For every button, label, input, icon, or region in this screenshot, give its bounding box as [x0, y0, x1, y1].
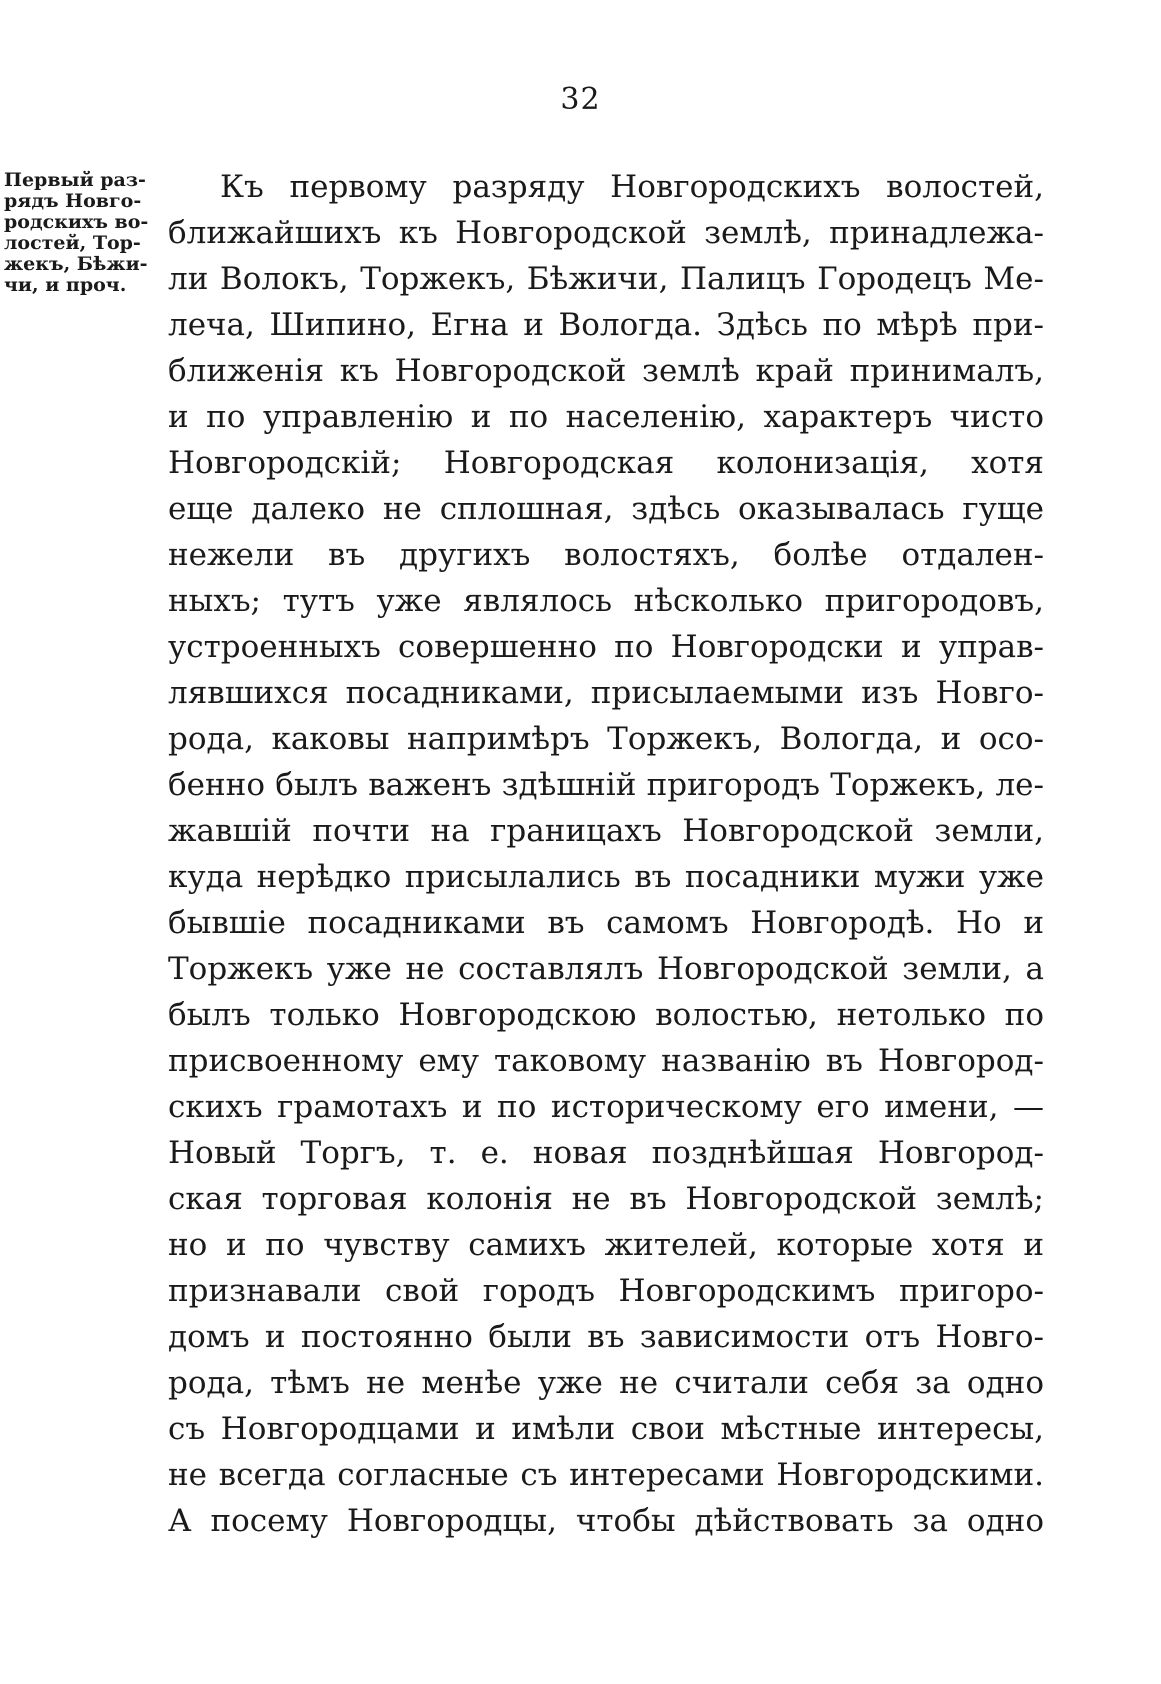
text-line: ближенія къ Новгородской землѣ край принималъ,: [168, 353, 1044, 389]
text-line: ближайшихъ къ Новгородской землѣ, принадлежа-: [168, 215, 1044, 251]
margin-note-line: Первый раз-: [4, 169, 146, 191]
text-line: ныхъ; тутъ уже являлось нѣсколько пригородовъ,: [168, 583, 1044, 619]
margin-note-line: жекъ, Бѣжи-: [4, 253, 148, 275]
text-line: ская торговая колонія не въ Новгородской землѣ;: [168, 1181, 1044, 1217]
text-line: былъ только Новгородскою волостью, нетолько по: [168, 997, 1044, 1033]
text-line: домъ и постоянно были въ зависимости отъ Новго-: [168, 1319, 1044, 1355]
text-line: еще далеко не сплошная, здѣсь оказывалась гуще: [168, 491, 1044, 527]
text-line: и по управленію и по населенію, характеръ чисто: [168, 399, 1044, 435]
text-line: признавали свой городъ Новгородскимъ пригоро-: [168, 1273, 1044, 1309]
text-line: присвоенному ему таковому названію въ Новгород-: [168, 1043, 1044, 1079]
margin-note-line: лостей, Тор-: [4, 232, 141, 254]
text-line: рода, каковы напримѣръ Торжекъ, Вологда, и осо-: [168, 721, 1044, 757]
text-line: рода, тѣмъ не менѣе уже не считали себя за одно: [168, 1365, 1044, 1401]
margin-note-line: рядъ Новго-: [4, 190, 142, 212]
margin-note: [4, 170, 164, 296]
text-line: куда нерѣдко присылались въ посадники мужи уже: [168, 859, 1044, 895]
text-line: нежели въ другихъ волостяхъ, болѣе отдален-: [168, 537, 1044, 573]
text-line: но и по чувству самихъ жителей, которые хотя и: [168, 1227, 1044, 1263]
text-line: А посему Новгородцы, чтобы дѣйствовать за одно: [168, 1503, 1044, 1539]
text-line: жавшій почти на границахъ Новгородской земли,: [168, 813, 1044, 849]
text-line: Новгородскій; Новгородская колонизація, хотя: [168, 445, 1044, 481]
text-line: не всегда согласные съ интересами Новгородскими.: [168, 1457, 1044, 1493]
text-line: скихъ грамотахъ и по историческому его имени, —: [168, 1089, 1044, 1125]
text-line: Къ первому разряду Новгородскихъ волостей,: [220, 169, 1044, 205]
text-line: съ Новгородцами и имѣли свои мѣстные интересы,: [168, 1411, 1044, 1447]
text-line: лявшихся посадниками, присылаемыми изъ Новго-: [168, 675, 1044, 711]
text-line: устроенныхъ совершенно по Новгородски и управ-: [168, 629, 1044, 665]
margin-note-line: чи, и проч.: [4, 274, 127, 296]
page-number: 32: [560, 82, 601, 117]
text-line: Новый Торгъ, т. е. новая позднѣйшая Новгород-: [168, 1135, 1044, 1171]
text-line: бывшіе посадниками въ самомъ Новгородѣ. Но и: [168, 905, 1044, 941]
text-line: леча, Шипино, Егна и Вологда. Здѣсь по мѣрѣ при-: [168, 307, 1044, 343]
margin-note-line: родскихъ во-: [4, 211, 149, 233]
text-line: бенно былъ важенъ здѣшній пригородъ Торжекъ, ле-: [168, 767, 1044, 803]
text-line: Торжекъ уже не составлялъ Новгородской земли, а: [168, 951, 1044, 987]
text-line: ли Волокъ, Торжекъ, Бѣжичи, Палицъ Городецъ Ме-: [168, 261, 1044, 297]
body-text: [168, 164, 1044, 1544]
